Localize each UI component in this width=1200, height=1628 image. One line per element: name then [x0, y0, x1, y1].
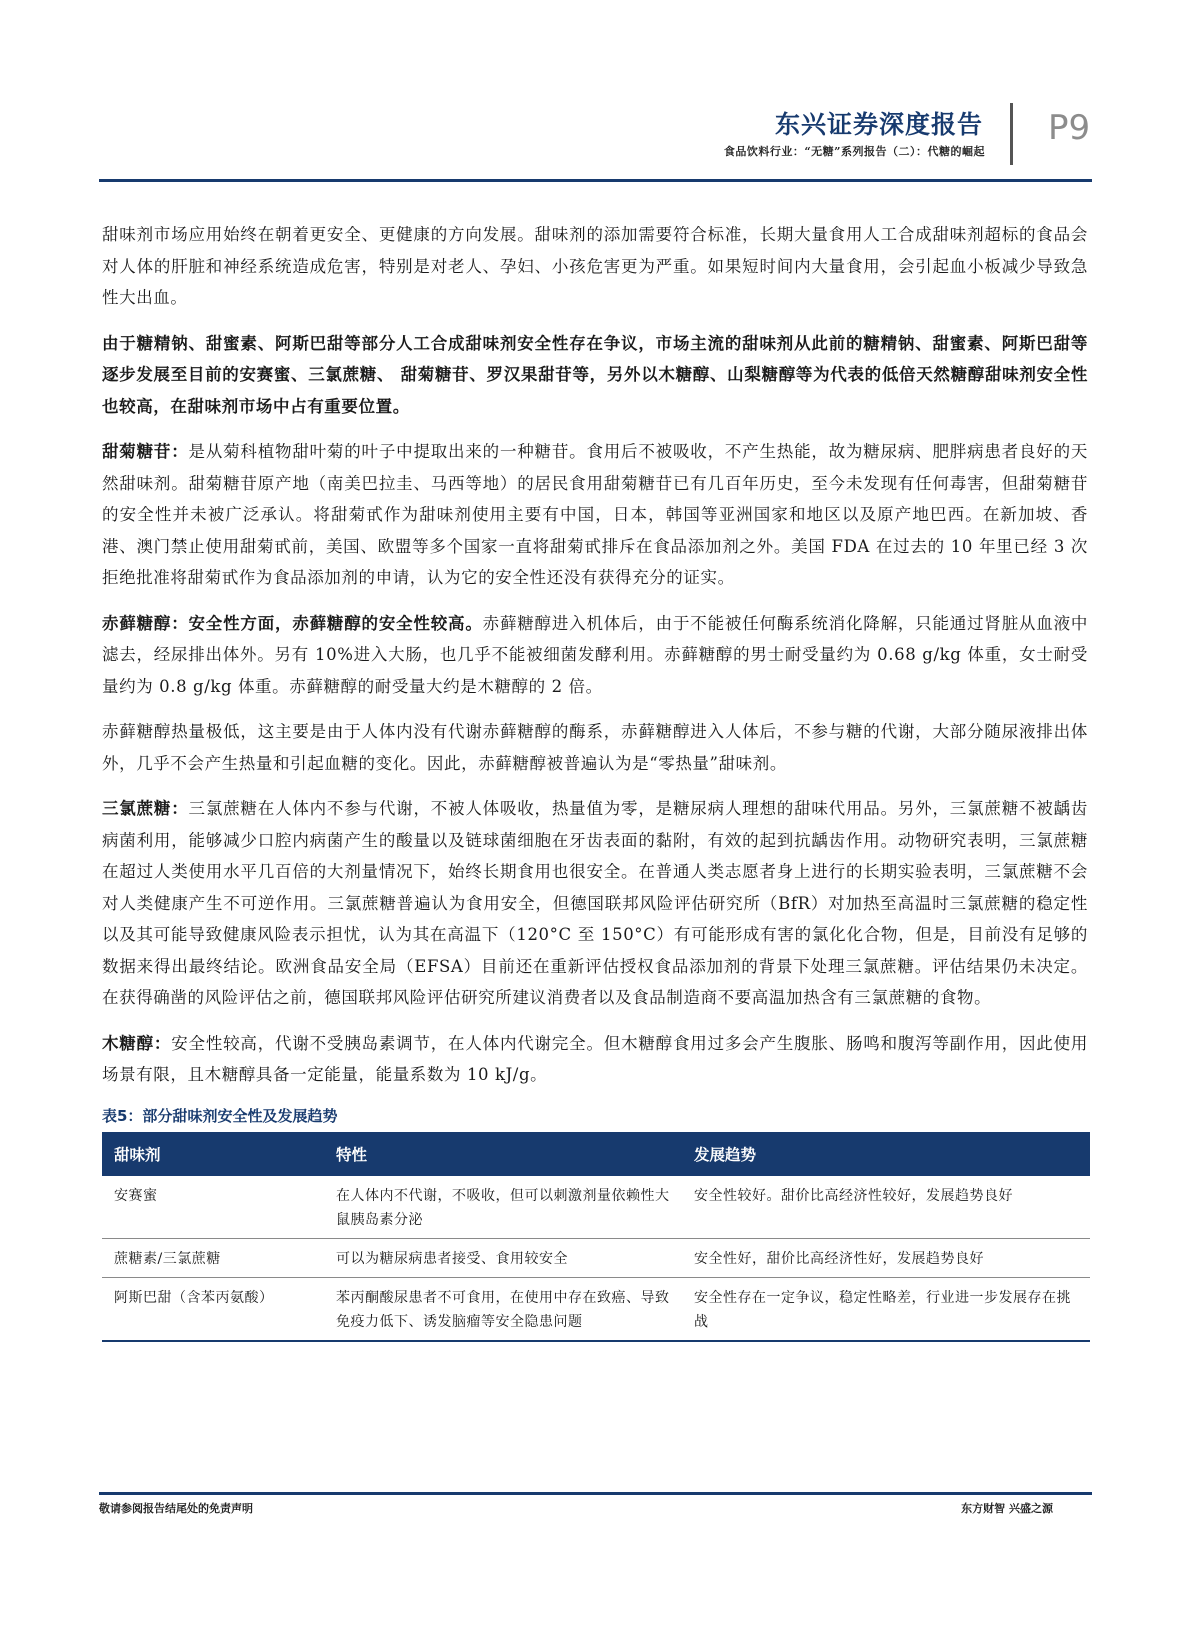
table-row	[102, 1176, 1090, 1239]
table-row	[102, 1238, 1090, 1277]
table-header-sweetener: 甜味剂	[102, 1132, 324, 1176]
sucralose-text: 三氯蔗糖在人体内不参与代谢，不被人体吸收，热量值为零，是糖尿病人理想的甜味代用品。另外，三氯蔗糖不被龋齿病菌利用，能够减少口腔内病菌产生的酸量以及链球菌细胞在牙齿表面的黏附，有效的起到抗龋齿作用。动物研究表明，三氯蔗糖在超过人类使用水平几百倍的大剂量情况下，始终长期食用也很安全。在普通人类志愿者身上进行的长期实验表明，三氯蔗糖不会对人类健康产生不可逆作用。三氯蔗糖普遍认为食用安全，但德国联邦风险评估研究所（BfR）对加热至高温时三氯蔗糖的稳定性以及其可能导致健康风险表示担忧，认为其在高温下（120°C 至 150°C）有可能形成有害的氯化化合物，但是，目前没有足够的数据来得出最终结论。欧洲食品安全局（EFSA）目前还在重新评估授权食品添加剂的背景下处理三氯蔗糖。评估结果仍未决定。在获得确凿的风险评估之前，德国联邦风险评估研究所建议消费者以及食品制造商不要高温加热含有三氯蔗糖的食物。	[102, 799, 1089, 1007]
report-subtitle: 食品饮料行业：“无糖”系列报告（二）：代糖的崛起	[723, 145, 985, 158]
paragraph-summary: 由于糖精钠、甜蜜素、阿斯巴甜等部分人工合成甜味剂安全性存在争议，市场主流的甜味剂从此前的糖精钠、甜蜜素、阿斯巴甜等逐步发展至目前的安赛蜜、三氯蔗糖、 甜菊糖苷、罗汉果甜苷等，另外以木糖醇、山梨糖醇等为代表的低倍天然糖醇甜味剂安全性也较高，在甜味剂市场中占有重要位置。	[102, 333, 1088, 416]
paragraph-stevia	[102, 436, 1088, 594]
paragraph-sucralose	[102, 793, 1088, 1014]
erythritol-text: 赤藓糖醇进入机体后，由于不能被任何酶系统消化降解，只能通过肾脏从血液中滤去，经尿排出体外。另有 10%进入大肠，也几乎不能被细菌发酵利用。赤藓糖醇的男士耐受量约为 0.68 g/kg 体重，女士耐受量约为 0.8 g/kg 体重。赤藓糖醇的耐受量大约是木糖醇的 2 倍。	[102, 613, 1088, 696]
table-cell: 安赛蜜	[114, 1187, 158, 1204]
paragraph-erythritol	[102, 608, 1088, 703]
footer-disclaimer: 敬请参阅报告结尾处的免责声明	[99, 1502, 253, 1515]
erythritol-heading: 赤藓糖醇：安全性方面，赤藓糖醇的安全性较高。	[102, 613, 483, 633]
table-cell: 蔗糖素/三氯蔗糖	[114, 1250, 221, 1267]
page-number: P9	[1048, 108, 1091, 148]
header-divider	[1010, 103, 1013, 165]
report-title: 东兴证券深度报告	[774, 110, 983, 139]
table-cell: 安全性较好。甜价比高经济性较好，发展趋势良好	[694, 1187, 1013, 1204]
header-rule	[99, 179, 1092, 182]
table-header-property: 特性	[324, 1132, 682, 1176]
table-title: 表5：部分甜味剂安全性及发展趋势	[102, 1106, 338, 1125]
table-cell: 安全性好，甜价比高经济性好，发展趋势良好	[694, 1250, 984, 1267]
table-cell: 在人体内不代谢，不吸收，但可以刺激剂量依赖性大鼠胰岛素分泌	[336, 1187, 670, 1228]
footer-rule	[99, 1492, 1092, 1495]
table-cell: 安全性存在一定争议，稳定性略差，行业进一步发展存在挑战	[694, 1289, 1071, 1330]
table-cell: 可以为糖尿病患者接受、食用较安全	[336, 1250, 568, 1267]
table-header-row	[102, 1132, 1090, 1176]
stevia-text: 是从菊科植物甜叶菊的叶子中提取出来的一种糖苷。食用后不被吸收，不产生热能，故为糖尿病、肥胖病患者良好的天然甜味剂。甜菊糖苷原产地（南美巴拉圭、马西等地）的居民食用甜菊糖苷已有几百年历史，至今未发现有任何毒害，但甜菊糖苷的安全性并未被广泛承认。将甜菊甙作为甜味剂使用主要有中国，日本，韩国等亚洲国家和地区以及原产地巴西。在新加坡、香港、澳门禁止使用甜菊甙前，美国、欧盟等多个国家一直将甜菊甙排斥在食品添加剂之外。美国 FDA 在过去的 10 年里已经 3 次拒绝批准将甜菊甙作为食品添加剂的申请，认为它的安全性还没有获得充分的证实。	[102, 442, 1089, 587]
xylitol-heading: 木糖醇：	[102, 1033, 172, 1053]
paragraph-intro: 甜味剂市场应用始终在朝着更安全、更健康的方向发展。甜味剂的添加需要符合标准，长期大量食用人工合成甜味剂超标的食品会对人体的肝脏和神经系统造成危害，特别是对老人、孕妇、小孩危害更为严重。如果短时间内大量食用，会引起血小板减少导致急性大出血。	[102, 225, 1088, 307]
table-header-trend: 发展趋势	[682, 1132, 1090, 1176]
stevia-heading: 甜菊糖苷：	[102, 442, 189, 461]
xylitol-text: 安全性较高，代谢不受胰岛素调节，在人体内代谢完全。但木糖醇食用过多会产生腹胀、肠鸣和腹泻等副作用，因此使用场景有限，且木糖醇具备一定能量，能量系数为 10 kJ/g。	[102, 1033, 1088, 1084]
footer-slogan: 东方财智 兴盛之源	[961, 1502, 1053, 1515]
sweetener-table	[102, 1132, 1090, 1342]
sucralose-heading: 三氯蔗糖：	[102, 799, 189, 818]
paragraph-erythritol-2: 赤藓糖醇热量极低，这主要是由于人体内没有代谢赤藓糖醇的酶系，赤藓糖醇进入人体后，不参与糖的代谢，大部分随尿液排出体外，几乎不会产生热量和引起血糖的变化。因此，赤藓糖醇被普遍认为是“零热量”甜味剂。	[102, 722, 1088, 773]
table-cell: 苯丙酮酸尿患者不可食用，在使用中存在致癌、导致免疫力低下、诱发脑瘤等安全隐患问题	[336, 1289, 670, 1330]
main-content	[102, 219, 1088, 1342]
table-row	[102, 1277, 1090, 1341]
paragraph-xylitol	[102, 1028, 1088, 1091]
table-cell: 阿斯巴甜（含苯丙氨酸）	[114, 1289, 274, 1306]
